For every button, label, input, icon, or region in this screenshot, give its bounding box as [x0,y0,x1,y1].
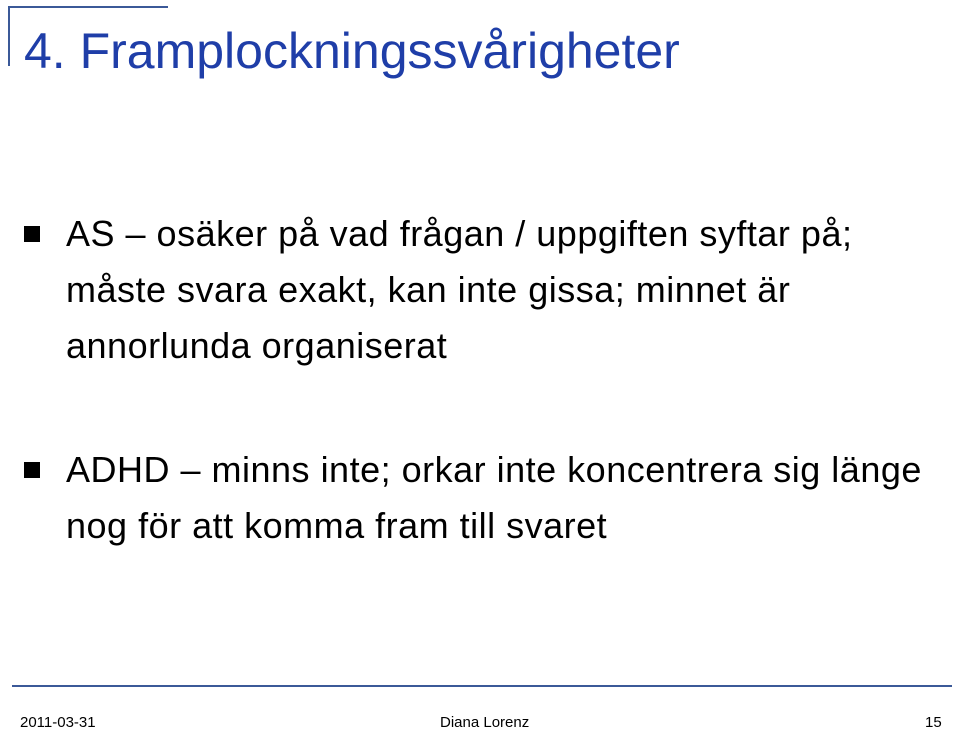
bullet-item-as [24,206,934,374]
footer-divider [12,685,952,687]
corner-accent-vertical [8,6,10,66]
square-bullet-icon [24,226,40,242]
footer-date: 2011-03-31 [20,714,96,731]
bullet-list [24,206,934,554]
bullet-item-adhd [24,442,934,554]
corner-accent-horizontal [8,6,168,8]
slide-title: 4. Framplockningssvårigheter [24,23,680,79]
bullet-text: AS – osäker på vad frågan / uppgiften syftar på; måste svara exakt, kan inte gissa; minnet är annorlunda organiserat [66,213,853,366]
footer-author: Diana Lorenz [440,714,530,731]
footer-page-number: 15 [925,714,942,731]
square-bullet-icon [24,462,40,478]
bullet-text: ADHD – minns inte; orkar inte koncentrera sig länge nog för att komma fram till svaret [66,449,922,546]
